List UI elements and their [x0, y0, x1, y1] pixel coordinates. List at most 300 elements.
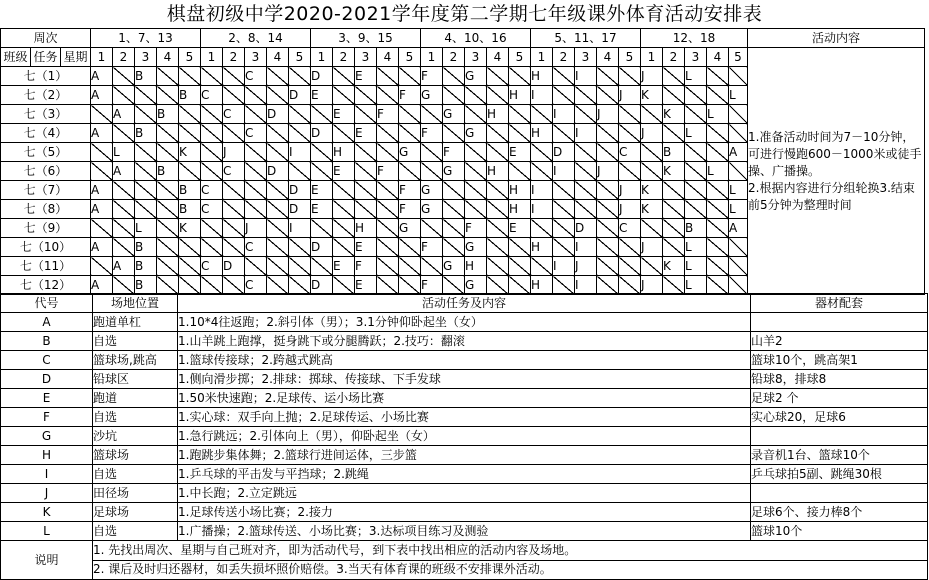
- activity-code-slot: F: [421, 67, 443, 86]
- empty-slot: [377, 143, 399, 162]
- empty-slot: [487, 67, 509, 86]
- activity-location: 篮球场: [93, 446, 178, 465]
- activity-code-slot: D: [553, 143, 575, 162]
- activity-code-slot: J: [641, 67, 663, 86]
- activity-code-slot: E: [509, 219, 531, 238]
- activity-row: [1, 408, 928, 427]
- activity-equipment: 足球6个、接力棒8个: [751, 503, 928, 522]
- empty-slot: [289, 67, 311, 86]
- empty-slot: [619, 67, 641, 86]
- weekday-number: 5: [289, 48, 311, 67]
- activity-row: [1, 465, 928, 484]
- empty-slot: [267, 238, 289, 257]
- activity-code-slot: F: [443, 143, 465, 162]
- empty-slot: [113, 276, 135, 295]
- empty-slot: [663, 238, 685, 257]
- activity-code-slot: L: [729, 181, 748, 200]
- empty-slot: [179, 105, 201, 124]
- empty-slot: [399, 257, 421, 276]
- empty-slot: [443, 219, 465, 238]
- activity-code-slot: C: [245, 67, 267, 86]
- empty-slot: [223, 181, 245, 200]
- empty-slot: [707, 181, 729, 200]
- activity-task: 1.广播操；2.篮球传送、小场比赛；3.达标项目练习及测验: [178, 522, 751, 541]
- empty-slot: [597, 257, 619, 276]
- activity-code-slot: J: [641, 124, 663, 143]
- empty-slot: [553, 181, 575, 200]
- weekly-schedule-table: [0, 28, 925, 295]
- empty-slot: [135, 143, 157, 162]
- empty-slot: [553, 238, 575, 257]
- class-name: 七（10）: [1, 238, 91, 257]
- empty-slot: [399, 238, 421, 257]
- empty-slot: [135, 200, 157, 219]
- empty-slot: [267, 200, 289, 219]
- activity-code-slot: F: [399, 200, 421, 219]
- activity-code-slot: I: [575, 238, 597, 257]
- activity-code-slot: I: [289, 143, 311, 162]
- activity-code-slot: A: [113, 105, 135, 124]
- activity-code-slot: C: [619, 219, 641, 238]
- activity-code: B: [1, 332, 93, 351]
- notes-label: 说明: [1, 541, 93, 580]
- empty-slot: [509, 257, 531, 276]
- empty-slot: [553, 219, 575, 238]
- empty-slot: [663, 200, 685, 219]
- weekday-number: 2: [443, 48, 465, 67]
- activity-equipment: 篮球10个: [751, 522, 928, 541]
- activity-code-slot: J: [223, 143, 245, 162]
- empty-slot: [355, 143, 377, 162]
- empty-slot: [289, 276, 311, 295]
- activity-code-slot: I: [575, 276, 597, 295]
- activity-code-slot: L: [685, 238, 707, 257]
- empty-slot: [685, 105, 707, 124]
- activity-code-slot: C: [201, 86, 223, 105]
- class-name: 七（5）: [1, 143, 91, 162]
- empty-slot: [465, 181, 487, 200]
- empty-slot: [179, 162, 201, 181]
- empty-slot: [289, 257, 311, 276]
- activity-code-slot: K: [179, 143, 201, 162]
- activity-code-slot: E: [311, 200, 333, 219]
- empty-slot: [641, 162, 663, 181]
- empty-slot: [399, 124, 421, 143]
- weekday-number: 4: [157, 48, 179, 67]
- empty-slot: [201, 219, 223, 238]
- activity-code: D: [1, 370, 93, 389]
- empty-slot: [443, 181, 465, 200]
- empty-slot: [113, 67, 135, 86]
- class-name: 七（9）: [1, 219, 91, 238]
- empty-slot: [135, 105, 157, 124]
- activity-code-slot: J: [619, 181, 641, 200]
- activity-location: 自选: [93, 522, 178, 541]
- empty-slot: [509, 67, 531, 86]
- activity-code: A: [1, 313, 93, 332]
- activity-location: 自选: [93, 332, 178, 351]
- weekday-number: 5: [509, 48, 531, 67]
- empty-slot: [619, 105, 641, 124]
- empty-slot: [465, 86, 487, 105]
- activity-code-slot: A: [91, 86, 113, 105]
- empty-slot: [663, 219, 685, 238]
- activity-code-slot: L: [113, 143, 135, 162]
- activity-code-slot: I: [531, 86, 553, 105]
- activity-code-slot: I: [553, 105, 575, 124]
- weekday-number: 3: [355, 48, 377, 67]
- activity-code-slot: I: [553, 162, 575, 181]
- activity-code-slot: J: [597, 105, 619, 124]
- activity-task: 1.篮球传接球；2.跨越式跳高: [178, 351, 751, 370]
- empty-slot: [245, 200, 267, 219]
- activity-row: [1, 522, 928, 541]
- empty-slot: [377, 219, 399, 238]
- activity-code-slot: F: [377, 105, 399, 124]
- activity-code: J: [1, 484, 93, 503]
- empty-slot: [267, 276, 289, 295]
- empty-slot: [157, 257, 179, 276]
- empty-slot: [487, 143, 509, 162]
- activity-code-slot: K: [641, 200, 663, 219]
- activity-code-slot: D: [289, 200, 311, 219]
- activity-equipment: 录音机1台、篮球10个: [751, 446, 928, 465]
- activity-code-slot: K: [179, 219, 201, 238]
- activity-code-slot: K: [641, 181, 663, 200]
- weekday-number: 1: [641, 48, 663, 67]
- weekday-number: 2: [553, 48, 575, 67]
- empty-slot: [443, 200, 465, 219]
- empty-slot: [685, 86, 707, 105]
- location-header: 场地位置: [93, 294, 178, 313]
- empty-slot: [421, 105, 443, 124]
- empty-slot: [729, 124, 748, 143]
- activity-code-slot: L: [729, 200, 748, 219]
- empty-slot: [509, 276, 531, 295]
- activity-location: 篮球场,跳高: [93, 351, 178, 370]
- empty-slot: [575, 162, 597, 181]
- task-subheader: 任务: [31, 48, 61, 67]
- activity-code-slot: E: [355, 67, 377, 86]
- empty-slot: [487, 276, 509, 295]
- empty-slot: [333, 181, 355, 200]
- activity-code-slot: H: [487, 105, 509, 124]
- empty-slot: [465, 105, 487, 124]
- empty-slot: [443, 238, 465, 257]
- empty-slot: [553, 276, 575, 295]
- empty-slot: [113, 238, 135, 257]
- activity-code-slot: C: [201, 257, 223, 276]
- activity-code-slot: C: [201, 200, 223, 219]
- activity-code-slot: A: [91, 181, 113, 200]
- empty-slot: [597, 143, 619, 162]
- empty-slot: [377, 257, 399, 276]
- empty-slot: [157, 181, 179, 200]
- empty-slot: [487, 181, 509, 200]
- activity-task: 1.跑跳步集体舞；2.篮球行进间运体，三步篮: [178, 446, 751, 465]
- activity-task: 1.中长跑；2.立定跳远: [178, 484, 751, 503]
- activity-row: [1, 484, 928, 503]
- activity-code-slot: J: [641, 276, 663, 295]
- empty-slot: [223, 238, 245, 257]
- class-name: 七（4）: [1, 124, 91, 143]
- empty-slot: [729, 162, 748, 181]
- class-name: 七（6）: [1, 162, 91, 181]
- activity-equipment: 篮球10个，跳高架1: [751, 351, 928, 370]
- activity-code-slot: C: [245, 276, 267, 295]
- activity-code: C: [1, 351, 93, 370]
- class-name: 七（2）: [1, 86, 91, 105]
- empty-slot: [91, 143, 113, 162]
- activity-task: 1.乒乓球的平击发与平挡球；2.跳绳: [178, 465, 751, 484]
- weekday-number: 4: [707, 48, 729, 67]
- weekday-number: 2: [223, 48, 245, 67]
- empty-slot: [553, 124, 575, 143]
- activity-code-slot: F: [399, 181, 421, 200]
- weekday-number: 1: [531, 48, 553, 67]
- empty-slot: [91, 257, 113, 276]
- empty-slot: [553, 200, 575, 219]
- empty-slot: [487, 219, 509, 238]
- activity-code-slot: B: [179, 200, 201, 219]
- empty-slot: [421, 219, 443, 238]
- activity-task: 1.侧向滑步掷；2.排球：掷球、传接球、下手发球: [178, 370, 751, 389]
- activity-code-slot: A: [729, 219, 748, 238]
- activity-code-slot: G: [465, 67, 487, 86]
- empty-slot: [267, 181, 289, 200]
- empty-slot: [157, 86, 179, 105]
- activity-code-slot: I: [553, 257, 575, 276]
- activity-code-slot: G: [421, 86, 443, 105]
- empty-slot: [311, 257, 333, 276]
- empty-slot: [443, 276, 465, 295]
- activity-code-slot: B: [685, 219, 707, 238]
- empty-slot: [729, 238, 748, 257]
- empty-slot: [597, 86, 619, 105]
- activity-code-slot: L: [707, 105, 729, 124]
- activity-code-slot: H: [333, 143, 355, 162]
- activity-code-slot: H: [531, 238, 553, 257]
- task-header: 活动任务及内容: [178, 294, 751, 313]
- activity-equipment: 足球2 个: [751, 389, 928, 408]
- empty-slot: [707, 67, 729, 86]
- activity-code-slot: A: [91, 124, 113, 143]
- empty-slot: [333, 219, 355, 238]
- activity-task: 1.10*4往返跑；2.斜引体（男）；3.1分钟仰卧起坐（女）: [178, 313, 751, 332]
- activity-equipment: [751, 484, 928, 503]
- empty-slot: [509, 105, 531, 124]
- empty-slot: [377, 67, 399, 86]
- empty-slot: [267, 219, 289, 238]
- empty-slot: [245, 181, 267, 200]
- weekday-number: 1: [311, 48, 333, 67]
- activity-code: E: [1, 389, 93, 408]
- empty-slot: [201, 276, 223, 295]
- empty-slot: [377, 124, 399, 143]
- notes-line: 1. 先找出周次、星期与自己班对齐，即为活动代号，到下表中找出相应的活动内容及场地。: [93, 541, 928, 561]
- empty-slot: [355, 105, 377, 124]
- empty-slot: [245, 105, 267, 124]
- activity-code-slot: G: [465, 276, 487, 295]
- empty-slot: [289, 105, 311, 124]
- empty-slot: [157, 219, 179, 238]
- empty-slot: [245, 143, 267, 162]
- empty-slot: [707, 124, 729, 143]
- empty-slot: [157, 124, 179, 143]
- empty-slot: [465, 143, 487, 162]
- empty-slot: [619, 257, 641, 276]
- empty-slot: [575, 86, 597, 105]
- empty-slot: [619, 276, 641, 295]
- activity-content-table: [0, 293, 928, 580]
- empty-slot: [597, 276, 619, 295]
- empty-slot: [355, 86, 377, 105]
- empty-slot: [509, 124, 531, 143]
- empty-slot: [201, 162, 223, 181]
- activity-location: 自选: [93, 408, 178, 427]
- activity-code-slot: E: [333, 257, 355, 276]
- empty-slot: [333, 124, 355, 143]
- weekday-number: 2: [333, 48, 355, 67]
- empty-slot: [157, 200, 179, 219]
- activity-code-slot: I: [575, 124, 597, 143]
- empty-slot: [289, 238, 311, 257]
- activity-code-slot: C: [245, 238, 267, 257]
- activity-code-slot: B: [135, 124, 157, 143]
- activity-task: 1.实心球：双手向上抛；2.足球传运、小场比赛: [178, 408, 751, 427]
- activity-code-slot: E: [355, 124, 377, 143]
- activity-code-slot: F: [421, 238, 443, 257]
- empty-slot: [663, 67, 685, 86]
- activity-code-slot: B: [135, 257, 157, 276]
- empty-slot: [421, 257, 443, 276]
- empty-slot: [289, 124, 311, 143]
- activity-code-slot: E: [311, 86, 333, 105]
- empty-slot: [663, 124, 685, 143]
- activity-code-slot: H: [531, 276, 553, 295]
- empty-slot: [311, 219, 333, 238]
- empty-slot: [487, 200, 509, 219]
- class-name: 七（7）: [1, 181, 91, 200]
- empty-slot: [267, 257, 289, 276]
- empty-slot: [597, 200, 619, 219]
- activity-equipment: 乒乓球拍5副、跳绳30根: [751, 465, 928, 484]
- empty-slot: [487, 238, 509, 257]
- activity-code-slot: F: [399, 86, 421, 105]
- activity-code-slot: C: [223, 105, 245, 124]
- activity-code-slot: F: [377, 162, 399, 181]
- empty-slot: [333, 86, 355, 105]
- activity-code-slot: J: [619, 86, 641, 105]
- empty-slot: [487, 124, 509, 143]
- empty-slot: [663, 181, 685, 200]
- empty-slot: [267, 86, 289, 105]
- empty-slot: [201, 124, 223, 143]
- activity-code-slot: D: [311, 276, 333, 295]
- activity-code-slot: D: [223, 257, 245, 276]
- empty-slot: [91, 162, 113, 181]
- empty-slot: [597, 181, 619, 200]
- weekday-number: 4: [487, 48, 509, 67]
- activity-code-slot: F: [421, 124, 443, 143]
- weekday-number: 3: [135, 48, 157, 67]
- empty-slot: [509, 162, 531, 181]
- empty-slot: [377, 276, 399, 295]
- activity-code-slot: J: [619, 200, 641, 219]
- activity-code-slot: B: [157, 162, 179, 181]
- empty-slot: [399, 276, 421, 295]
- activity-code-slot: A: [729, 143, 748, 162]
- class-name: 七（12）: [1, 276, 91, 295]
- empty-slot: [575, 143, 597, 162]
- empty-slot: [135, 181, 157, 200]
- empty-slot: [333, 67, 355, 86]
- weekday-subheader: 星期: [61, 48, 91, 67]
- activity-location: 足球场: [93, 503, 178, 522]
- empty-slot: [311, 143, 333, 162]
- empty-slot: [355, 162, 377, 181]
- activity-code: G: [1, 427, 93, 446]
- empty-slot: [443, 86, 465, 105]
- empty-slot: [91, 105, 113, 124]
- activity-location: 跑道单杠: [93, 313, 178, 332]
- activity-code-slot: E: [355, 276, 377, 295]
- activity-row: [1, 313, 928, 332]
- weekday-number: 1: [91, 48, 113, 67]
- activity-row: [1, 503, 928, 522]
- empty-slot: [597, 67, 619, 86]
- activity-code: I: [1, 465, 93, 484]
- empty-slot: [597, 219, 619, 238]
- activity-row: [1, 370, 928, 389]
- activity-row: [1, 389, 928, 408]
- empty-slot: [377, 86, 399, 105]
- empty-slot: [245, 257, 267, 276]
- activity-code-slot: E: [509, 143, 531, 162]
- empty-slot: [223, 67, 245, 86]
- activity-code-slot: G: [465, 124, 487, 143]
- activity-code-slot: A: [91, 200, 113, 219]
- empty-slot: [619, 124, 641, 143]
- empty-slot: [245, 162, 267, 181]
- weekday-number: 4: [267, 48, 289, 67]
- activity-equipment: [751, 427, 928, 446]
- page-title: 棋盘初级中学2020-2021学年度第二学期七年级课外体育活动安排表: [166, 3, 763, 25]
- activity-code-slot: J: [245, 219, 267, 238]
- empty-slot: [707, 257, 729, 276]
- empty-slot: [553, 67, 575, 86]
- activity-code-slot: B: [663, 143, 685, 162]
- activity-task: 1.50米快速跑；2.足球传、运小场比赛: [178, 389, 751, 408]
- week-group-header: 3、9、15: [311, 29, 421, 48]
- empty-slot: [707, 276, 729, 295]
- empty-slot: [223, 200, 245, 219]
- activity-code-slot: L: [707, 162, 729, 181]
- activity-code-slot: B: [135, 67, 157, 86]
- activity-code-slot: D: [289, 86, 311, 105]
- week-group-header: 1、7、13: [91, 29, 201, 48]
- empty-slot: [289, 162, 311, 181]
- activity-code-slot: L: [685, 67, 707, 86]
- weekday-number: 3: [685, 48, 707, 67]
- activity-code-slot: C: [245, 124, 267, 143]
- activity-code-slot: E: [355, 238, 377, 257]
- activity-code-slot: I: [531, 200, 553, 219]
- empty-slot: [443, 67, 465, 86]
- activity-code-slot: H: [509, 181, 531, 200]
- empty-slot: [509, 238, 531, 257]
- empty-slot: [685, 162, 707, 181]
